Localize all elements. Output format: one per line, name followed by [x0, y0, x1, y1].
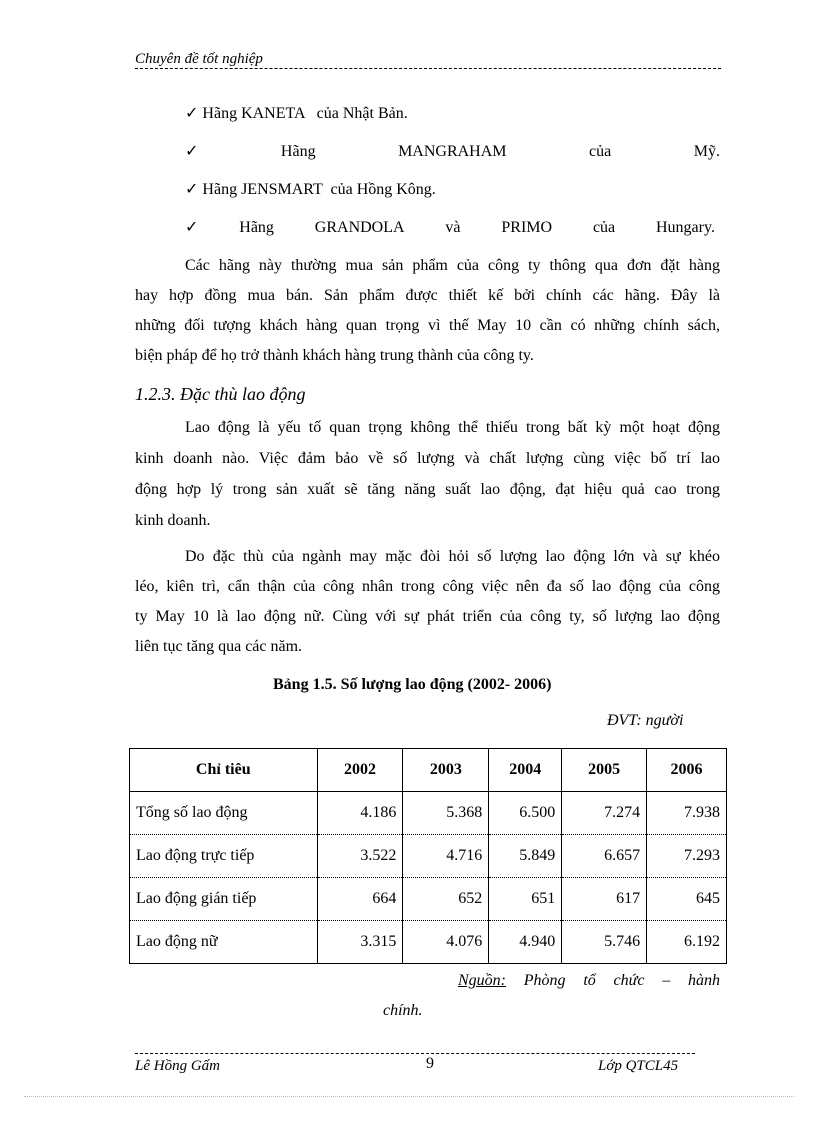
bullet-word: của [592, 219, 616, 236]
table-cell: 652 [403, 878, 489, 921]
source-word: Phòng [523, 972, 566, 989]
paragraph-1-line: hay hợp đồng mua bán. Sản phẩm được thiết kế bởi chính các hãng. Đây là [135, 287, 720, 304]
bullet-word: của [589, 143, 612, 160]
table-cell: 6.192 [647, 921, 727, 964]
column-header: 2003 [403, 749, 489, 792]
paragraph-3-line: ty May 10 là lao động nữ. Cùng với sự phát triển của công ty, số lượng lao động [135, 608, 720, 625]
bullet-item-2 [185, 142, 720, 162]
labor-table [129, 748, 727, 964]
source-word: chức [613, 972, 645, 989]
bullet-word: Hãng [280, 143, 316, 160]
running-header [135, 50, 721, 69]
table-cell: 5.849 [489, 835, 562, 878]
paragraph-2-line: kinh doanh nào. Việc đảm bảo về số lượng và chất lượng cùng việc bố trí lao [135, 450, 720, 467]
table-row [130, 792, 727, 835]
bullet-text: Hãng KANETA của Nhật Bản. [202, 105, 408, 122]
table-row [130, 878, 727, 921]
paragraph-2-line: Lao động là yếu tố quan trọng không thể thiếu trong bất kỳ một hoạt động [185, 419, 720, 436]
table-cell: 5.746 [562, 921, 647, 964]
bullet-word: và [445, 219, 461, 236]
bullet-word: PRIMO [501, 219, 553, 236]
paragraph-1-line: những đối tượng khách hàng quan trọng vì thế May 10 cần có những chính sách, [135, 317, 720, 334]
table-row [130, 835, 727, 878]
bullet-word: Hãng [239, 219, 274, 236]
paragraph-3-line: léo, kiên trì, cẩn thận của công nhân trong công việc nên đa số lao động của công [135, 578, 720, 595]
table-cell: 664 [317, 878, 403, 921]
page-edge-rule [24, 1096, 794, 1097]
table-source [458, 971, 720, 991]
table-cell: 3.522 [317, 835, 403, 878]
column-header: 2006 [647, 749, 727, 792]
section-heading: 1.2.3. Đặc thù lao động [135, 384, 306, 404]
table-unit: ĐVT: người [607, 712, 684, 729]
paragraph-2-line: động hợp lý trong sản xuất sẽ tăng năng suất lao động, đạt hiệu quả cao trong [135, 481, 720, 498]
paragraph-2-line: kinh doanh. [135, 512, 211, 529]
row-label: Lao động gián tiếp [130, 878, 318, 921]
bullet-word: GRANDOLA [314, 219, 405, 236]
footer-class: Lớp QTCL45 [598, 1058, 679, 1074]
table-cell: 4.716 [403, 835, 489, 878]
bullet-text: Hãng JENSMART của Hồng Kông. [202, 181, 436, 198]
table-cell: 6.500 [489, 792, 562, 835]
table-cell: 3.315 [317, 921, 403, 964]
bullet-word: MANGRAHAM [398, 143, 507, 160]
row-label: Lao động trực tiếp [130, 835, 318, 878]
table-cell: 651 [489, 878, 562, 921]
table-cell: 645 [647, 878, 727, 921]
bullet-item-3 [185, 180, 436, 200]
table-cell: 7.938 [647, 792, 727, 835]
table-cell: 7.293 [647, 835, 727, 878]
bullet-item-4 [185, 218, 715, 238]
column-header: 2002 [317, 749, 403, 792]
source-word: hành [688, 972, 720, 989]
table-caption: Bảng 1.5. Số lượng lao động (2002- 2006) [273, 676, 552, 693]
table-source-line2: chính. [383, 1002, 423, 1019]
paragraph-1-line: Các hãng này thường mua sản phẩm của công ty thông qua đơn đặt hàng [185, 257, 720, 274]
table-cell: 5.368 [403, 792, 489, 835]
paragraph-3-line: liên tục tăng qua các năm. [135, 638, 303, 655]
source-label: Nguồn: [458, 972, 506, 989]
table-cell: 7.274 [562, 792, 647, 835]
table-row [130, 921, 727, 964]
bullet-word: Mỹ. [693, 143, 720, 160]
column-header: 2005 [562, 749, 647, 792]
check-icon: ✓ [185, 143, 199, 160]
row-label: Tổng số lao động [130, 792, 318, 835]
table-cell: 4.076 [403, 921, 489, 964]
check-icon: ✓ [185, 219, 199, 236]
table-cell: 4.940 [489, 921, 562, 964]
header-title: Chuyên đề tốt nghiệp [135, 51, 263, 67]
table-header-row [130, 749, 727, 792]
row-label: Lao động nữ [130, 921, 318, 964]
page-number: 9 [426, 1055, 434, 1072]
paragraph-3-line: Do đặc thù của ngành may mặc đòi hỏi số lượng lao động lớn và sự khéo [185, 548, 720, 565]
bullet-word: Hungary. [656, 219, 715, 236]
check-icon: ✓ [185, 181, 199, 198]
table-cell: 6.657 [562, 835, 647, 878]
table-cell: 617 [562, 878, 647, 921]
bullet-item-1 [185, 104, 408, 124]
column-header: Chỉ tiêu [130, 749, 318, 792]
table-cell: 4.186 [317, 792, 403, 835]
source-word: tổ [583, 972, 596, 989]
paragraph-1-line: biện pháp để họ trở thành khách hàng trung thành của công ty. [135, 347, 534, 364]
footer-author: Lê Hồng Gấm [135, 1058, 220, 1074]
footer-rule [135, 1053, 695, 1054]
source-word: – [662, 972, 671, 989]
check-icon: ✓ [185, 105, 199, 122]
column-header: 2004 [489, 749, 562, 792]
